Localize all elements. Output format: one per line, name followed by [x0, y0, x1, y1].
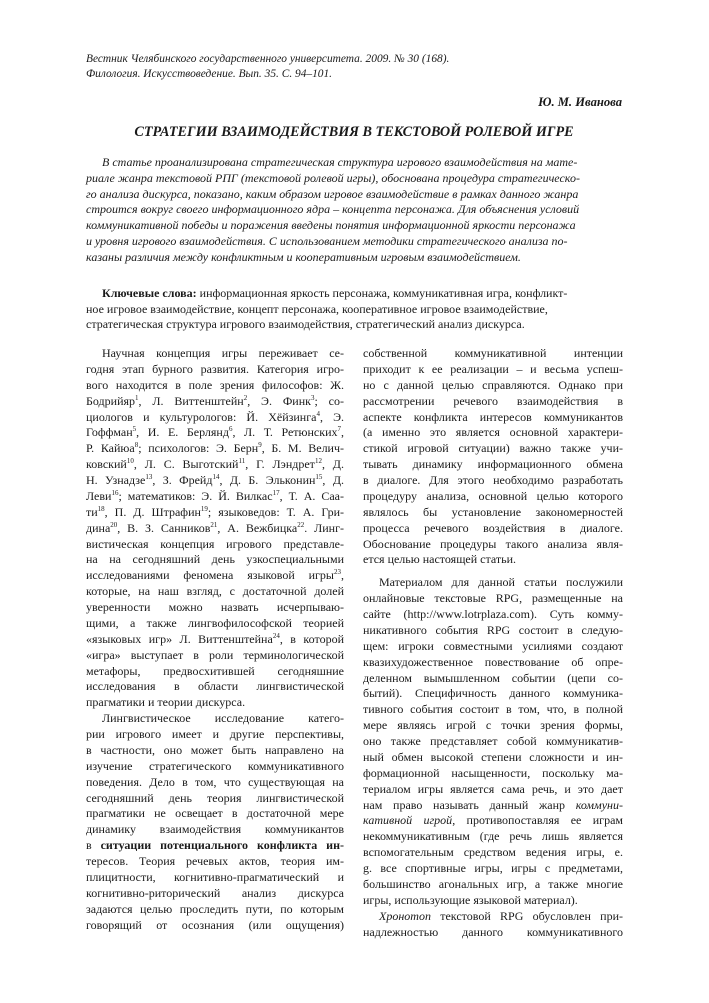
- text-run: ,: [341, 425, 344, 440]
- keywords-label: Ключевые слова:: [102, 286, 197, 300]
- body-line: прагматики не освещает в достаточной мере: [86, 806, 344, 821]
- footnote-mark: 2: [243, 393, 248, 402]
- body-line: [86, 505, 344, 521]
- abstract-line: коммуникативной победы и поражения введены понятия информационной яркости персонажа: [86, 218, 576, 232]
- footnote-mark: 12: [314, 457, 322, 466]
- keywords-line: стратегическая структура игрового взаимодействия, стратегический анализ дискурса.: [86, 317, 525, 332]
- text-run: , Э.: [319, 409, 344, 424]
- footnote-mark: 15: [315, 473, 323, 481]
- body-line: ный обмен высокой степени сложности и ин-: [363, 749, 623, 764]
- body-line: процесса речевого воздействия в диалоге.: [363, 520, 623, 535]
- body-line: квазихудожественное повествование об опре-: [363, 654, 623, 669]
- body-line: прагматики и теории дискурса.: [86, 695, 246, 710]
- footnote-mark: 17: [272, 488, 280, 497]
- body-line: поведения. Дело в том, что существующая на: [86, 774, 344, 789]
- body-column-left: [86, 346, 344, 933]
- text-run: , З. Фрейд: [152, 473, 213, 487]
- abstract: [86, 155, 622, 265]
- text-run: , Л. С. Выготский: [133, 457, 239, 472]
- keywords-text: информационная яркость персонажа, коммуникативная игра, конфликт-: [199, 286, 568, 300]
- keywords: [86, 286, 622, 333]
- footnote-mark: 8: [134, 441, 139, 450]
- body-line: говорящий от осознания (или ощущения): [86, 917, 344, 932]
- footnote-mark: 5: [132, 425, 137, 434]
- text-run: , Л. Виттенштейн: [138, 393, 244, 408]
- text-run: , Б. М. Велич-: [261, 441, 345, 456]
- footnote-mark: 13: [145, 473, 153, 481]
- body-line: изучение стратегического коммуникативного: [86, 758, 344, 773]
- body-line: сегодняшний день теория лингвистической: [86, 790, 344, 805]
- body-line: в частности, оно может быть направлено на: [86, 742, 344, 757]
- footnote-mark: 18: [97, 504, 105, 513]
- abstract-line: казаны различия между конфликтным и кооперативным игровым взаимодействием.: [86, 249, 521, 264]
- body-line: вспомогательным средством ведения игры, е.: [363, 845, 623, 860]
- text-run: , Д.: [322, 473, 344, 487]
- text-run: ти: [86, 504, 98, 519]
- text-run: ; психологов: Э. Берн: [138, 441, 259, 456]
- footnote-mark: 3: [310, 393, 315, 402]
- text-run: Бодрийяр: [86, 393, 136, 408]
- body-line: [363, 798, 623, 814]
- footnote-mark: 7: [337, 425, 341, 434]
- text-run: , Т. А. Саа-: [279, 488, 345, 503]
- body-line: вого находится в поле зрения философов: Ж.: [86, 377, 344, 392]
- text-run: ; со-: [314, 393, 344, 408]
- text-run: ; языковедов: Т. А. Гри-: [207, 504, 344, 519]
- body-line: надлежностью данного коммуникативного: [363, 924, 623, 939]
- text-run: дина: [86, 520, 111, 535]
- body-line: [86, 632, 344, 648]
- text-run: Леви: [86, 488, 112, 503]
- body-line: (а именно это является основной характери-: [363, 425, 623, 440]
- text-run: , противопоставляя ее играм: [452, 813, 623, 828]
- body-line: собственной коммуникативной интенции: [363, 346, 623, 360]
- author-name: Ю. М. Иванова: [538, 95, 622, 109]
- body-line: [86, 394, 344, 410]
- text-run: , Э. Финк: [247, 393, 311, 408]
- footnote-mark: 23: [334, 568, 341, 577]
- body-line: мере являясь игрой с точки зрения формы,: [363, 718, 623, 733]
- footnote-mark: 24: [272, 631, 280, 640]
- journal-header-line-2: Филология. Искусствоведение. Вып. 35. С. 94–101.: [86, 68, 333, 80]
- body-line: тывать динамику информационного обмена: [363, 457, 623, 472]
- footnote-mark: 22: [297, 520, 305, 529]
- body-line: в диалоге. Для этого необходимо разработать: [363, 473, 623, 487]
- keywords-line: ное игровое взаимодействие, концепт персонажа, кооперативное игровое взаимодействие,: [86, 301, 548, 316]
- body-line: когнитивно-риторический анализ дискурса: [86, 885, 344, 900]
- body-line: щем: игроки совместными усилиями создают: [363, 638, 623, 653]
- body-line: большинство агональных игр, а также многие: [363, 876, 623, 891]
- body-line: щими, а также лингвофилософской теорией: [86, 615, 344, 630]
- footnote-mark: 19: [200, 504, 208, 513]
- body-line: Научная концепция игры переживает се-: [102, 346, 344, 360]
- footnote-mark: 10: [126, 457, 134, 466]
- body-line: приходит к ее реализации – и весьма успеш-: [363, 361, 623, 376]
- text-run: ковский: [86, 457, 127, 472]
- text-run: Гоффман: [86, 425, 133, 440]
- emphasis-bold: ситуации потенциального конфликта ин-: [100, 838, 344, 853]
- text-run: циологов и культурологов: Й. Хёйзинга: [86, 409, 317, 424]
- footnote-mark: 14: [212, 473, 220, 481]
- footnote-mark: 6: [228, 425, 233, 434]
- body-line: [86, 473, 344, 489]
- text-run: ,: [341, 568, 344, 583]
- body-line: ется целью настоящей статьи.: [363, 552, 517, 567]
- body-column-right: [363, 346, 623, 940]
- body-line: тивного события состоит в том, что, в полной: [363, 702, 623, 717]
- body-line: [86, 410, 344, 426]
- text-run: . Линг-: [304, 520, 344, 535]
- text-run: , В. З. Санников: [117, 520, 211, 535]
- body-line: [86, 425, 344, 441]
- emphasis-italic: коммуни-: [575, 797, 623, 812]
- footnote-mark: 11: [238, 457, 246, 466]
- text-run: Н. Узнадзе: [86, 473, 146, 487]
- body-line: исследования в области лингвистической: [86, 679, 344, 694]
- text-run: , Г. Лэндрет: [245, 457, 315, 472]
- text-run: , Д. Б. Эльконин: [219, 473, 316, 487]
- text-run: текстовой RPG обусловлен при-: [430, 908, 623, 923]
- body-line: игры, использующие языковой материал).: [363, 892, 578, 907]
- article-title: СТРАТЕГИИ ВЗАИМОДЕЙСТВИЯ В ТЕКСТОВОЙ РОЛЕВОЙ ИГРЕ: [134, 124, 574, 140]
- body-line: на на сегодняшний день узкоспециальными: [86, 552, 344, 567]
- body-line: стикой игровой ситуации) важно также учи-: [363, 441, 623, 456]
- body-line: задаются целью проследить пути, по которым: [86, 901, 344, 916]
- body-line: Лингвистическое исследование катего-: [102, 711, 344, 726]
- body-line: онлайновые текстовые RPG, размещенные на: [363, 591, 623, 606]
- keywords-line: [86, 286, 622, 302]
- footnote-mark: 9: [258, 441, 262, 450]
- body-line: процедуру анализа, основной целью которого: [363, 488, 623, 503]
- body-line: некоммуникативным (где речь лишь является: [363, 829, 623, 844]
- body-line: рии игрового имеет и другие перспективы,: [86, 727, 344, 741]
- text-run: , А. Вежбицка: [217, 520, 298, 535]
- body-line: годня этап бурного развития. Категория игро-: [86, 361, 344, 376]
- footnote-mark: 21: [210, 520, 218, 529]
- abstract-line: и уровня игрового взаимодействия. С использованием методики стратегического анализа по-: [86, 233, 568, 248]
- body-line: никативного события RPG состоит в следую-: [363, 622, 623, 637]
- body-line: сайте (http://www.lotrplaza.com). Суть комму-: [363, 607, 623, 621]
- footnote-mark: 4: [316, 409, 320, 418]
- text-run: «языковых игр» Л. Виттенштейна: [86, 631, 273, 646]
- body-line: [363, 813, 623, 829]
- abstract-line: риале жанра текстовой РПГ (текстовой ролевой игры), обоснована процедура стратегическо-: [86, 170, 580, 185]
- footnote-mark: 20: [110, 520, 118, 529]
- abstract-line: строится вокруг своего информационного ядра – концепта персонажа. Для объяснения условий: [86, 202, 580, 217]
- body-line: g. все спортивные игры, игры с предметами,: [363, 861, 623, 875]
- body-line: териалом игры является сама речь, и это дает: [363, 781, 623, 796]
- body-line: которые, на наш взгляд, с достаточной долей: [86, 584, 344, 599]
- body-line: [86, 838, 344, 854]
- text-run: исследованиями феномена языковой игры: [86, 568, 334, 583]
- body-line: тересов. Теория речевых актов, теория им-: [86, 854, 344, 868]
- text-run: , Л. Т. Ретюнских: [232, 425, 338, 440]
- body-line: Обоснование процедуры такого анализа явля-: [363, 536, 623, 551]
- body-line: уверенности можно назвать исчерпываю-: [86, 600, 344, 614]
- body-line: «игра» выступает в роли терминологической: [86, 647, 344, 662]
- body-line: формационной насыщенности, поскольку ма-: [363, 765, 623, 780]
- text-run: в: [86, 838, 101, 853]
- body-line: [86, 489, 344, 505]
- body-line: [86, 521, 344, 537]
- body-line: оно также представляет собой коммуникатив-: [363, 734, 623, 748]
- text-run: , в которой: [279, 631, 344, 646]
- text-run: , Д.: [321, 457, 344, 472]
- body-line: [86, 441, 344, 457]
- body-line: плицитности, когнитивно-прагматический и: [86, 869, 344, 884]
- emphasis-italic: кативной игрой: [363, 813, 453, 828]
- text-run: ; математиков: Э. Й. Вилкас: [118, 488, 273, 503]
- footnote-mark: 16: [111, 488, 119, 497]
- abstract-line: го анализа дискурса, показано, каким образом игровое взаимодействие в рамках данного жанра: [86, 186, 579, 201]
- text-run: нам право называть данный жанр: [363, 797, 576, 812]
- body-line: метафоры, предвосхитившей сегодняшние: [86, 663, 344, 678]
- body-line: рассмотрении речевого взаимодействия в: [363, 393, 623, 408]
- abstract-line: В статье проанализирована стратегическая структура игрового взаимодействия на мате-: [102, 155, 578, 169]
- body-line: бытий). Специфичность данного коммуника-: [363, 686, 623, 701]
- body-line: являлось бы установление закономерностей: [363, 504, 623, 519]
- emphasis-italic: Хронотоп: [379, 908, 431, 923]
- body-line: [363, 909, 623, 925]
- body-line: но с данной целью справляются. Однако при: [363, 377, 623, 392]
- text-run: , И. Е. Берлянд: [136, 425, 229, 440]
- body-line: Материалом для данной статьи послужили: [379, 575, 623, 590]
- journal-header: [86, 52, 646, 82]
- body-line: аспекте конфликта интересов коммуникантов: [363, 409, 623, 424]
- body-line: [86, 568, 344, 584]
- body-line: [86, 457, 344, 473]
- body-line: деленном вымышленном событии (цепи со-: [363, 670, 623, 685]
- journal-header-line-1: Вестник Челябинского государственного университета. 2009. № 30 (168).: [86, 53, 450, 65]
- text-run: , П. Д. Штрафин: [104, 504, 201, 519]
- body-line: вистическая концепция игрового представле-: [86, 536, 344, 551]
- body-line: динамику взаимодействия коммуникантов: [86, 822, 344, 837]
- footnote-mark: 1: [135, 393, 139, 402]
- text-run: Р. Кайюа: [86, 441, 135, 456]
